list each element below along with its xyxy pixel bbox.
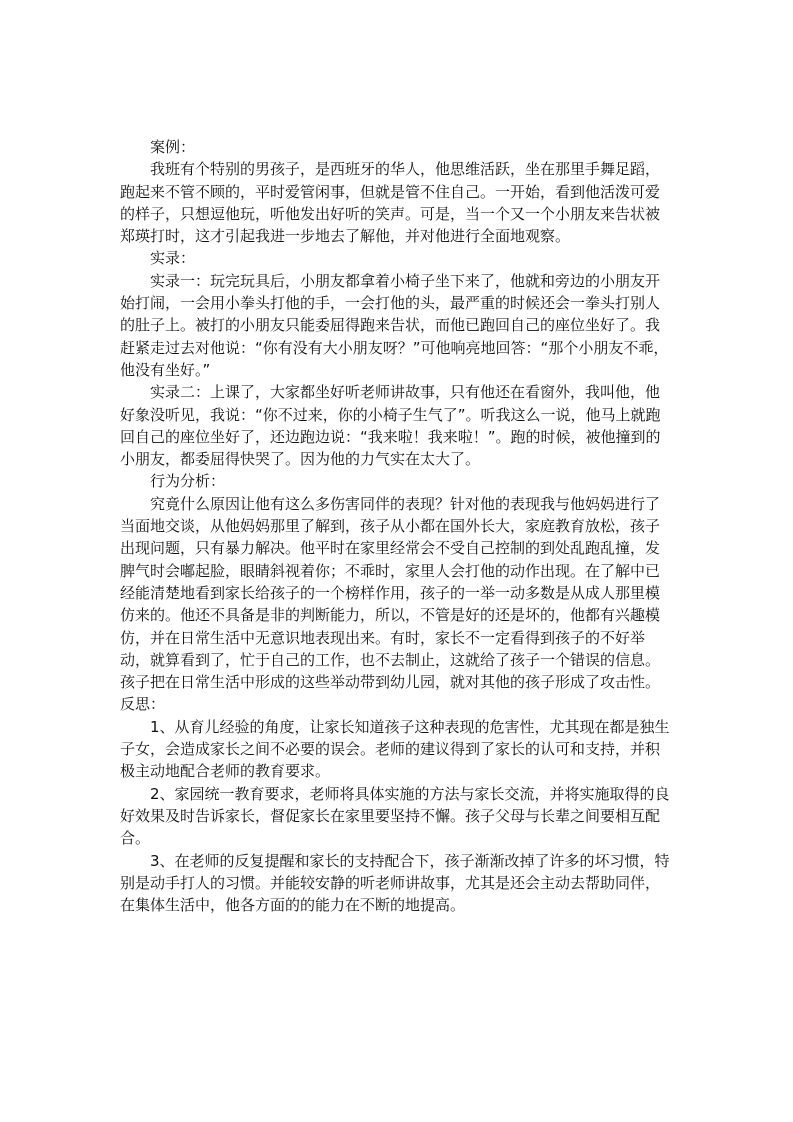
paragraph-case-description: 我班有个特别的男孩子，是西班牙的华人，他思维活跃，坐在那里手舞足蹈，跑起来不管不顾的，平时爱管闲事，但就是管不住自己。一开始，看到他活泼可爱的样子，只想逗他玩，听他发出好听的笑声。可是，当一个又一个小朋友来告状被郑瑛打时，这才引起我进一步地去了解他，并对他进行全面地观察。 [120,160,661,246]
heading-behavior-analysis: 行为分析： [150,472,226,491]
paragraph-record-one: 实录一：玩完玩具后，小朋友都拿着小椅子坐下来了，他就和旁边的小朋友开始打闹，一会用小拳头打他的手，一会打他的头，最严重的时候还会一拳头打别人的肚子上。被打的小朋友只能委屈得跑来告状，而他已跑回自己的座位坐好了。我赶紧走过去对他说：“你有没有大小朋友呀？”可他响亮地回答：“那个小朋友不乖，他没有坐好。” [120,271,669,379]
paragraph-reflection-three: 3、在老师的反复提醒和家长的支持配合下，孩子渐渐改掉了许多的坏习惯，特别是动手打人的习惯。并能较安静的听老师讲故事，尤其是还会主动去帮助同伴，在集体生活中，他各方面的的能力在不断的地提高。 [120,851,670,915]
paragraph-reflection-one: 1、从育儿经验的角度，让家长知道孩子这种表现的危害性，尤其现在都是独生子女，会造成家长之间不必要的误会。老师的建议得到了家长的认可和支持，并积极主动地配合老师的教育要求。 [120,717,670,781]
paragraph-record-two: 实录二：上课了，大家都坐好听老师讲故事，只有他还在看窗外，我叫他，他好象没听见，我说：“你不过来，你的小椅子生气了”。听我这么一说，他马上就跑回自己的座位坐好了，还边跑边说：“我来啦！我来啦！”。跑的时候，被他撞到的小朋友，都委屈得快哭了。因为他的力气实在太大了。 [120,383,661,469]
paragraph-reflection-two: 2、家园统一教育要求，老师将具体实施的方法与家长交流，并将实施取得的良好效果及时告诉家长，督促家长在家里要坚持不懈。孩子父母与长辈之间要相互配合。 [120,784,670,848]
heading-records: 实录： [150,249,196,268]
document-body [120,136,674,916]
paragraph-behavior-analysis: 究竟什么原因让他有这么多伤害同伴的表现？针对他的表现我与他妈妈进行了当面地交谈，从他妈妈那里了解到，孩子从小都在国外长大，家庭教育放松，孩子出现问题，只有暴力解决。他平时在家里经常会不受自己控制的到处乱跑乱撞，发脾气时会嘟起脸，眼睛斜视着你；不乖时，家里人会打他的动作出现。在了解中已经能清楚地看到家长给孩子的一个榜样作用，孩子的一举一动多数是从成人那里模仿来的。他还不具备是非的判断能力，所以，不管是好的还是坏的，他都有兴趣模仿，并在日常生活中无意识地表现出来。有时，家长不一定看得到孩子的不好举动，就算看到了，忙于自己的工作，也不去制止，这就给了孩子一个错误的信息。孩子把在日常生活中形成的这些举动带到幼儿园，就对其他的孩子形成了攻击性。反思： [120,494,661,714]
heading-case: 案例： [150,138,196,156]
